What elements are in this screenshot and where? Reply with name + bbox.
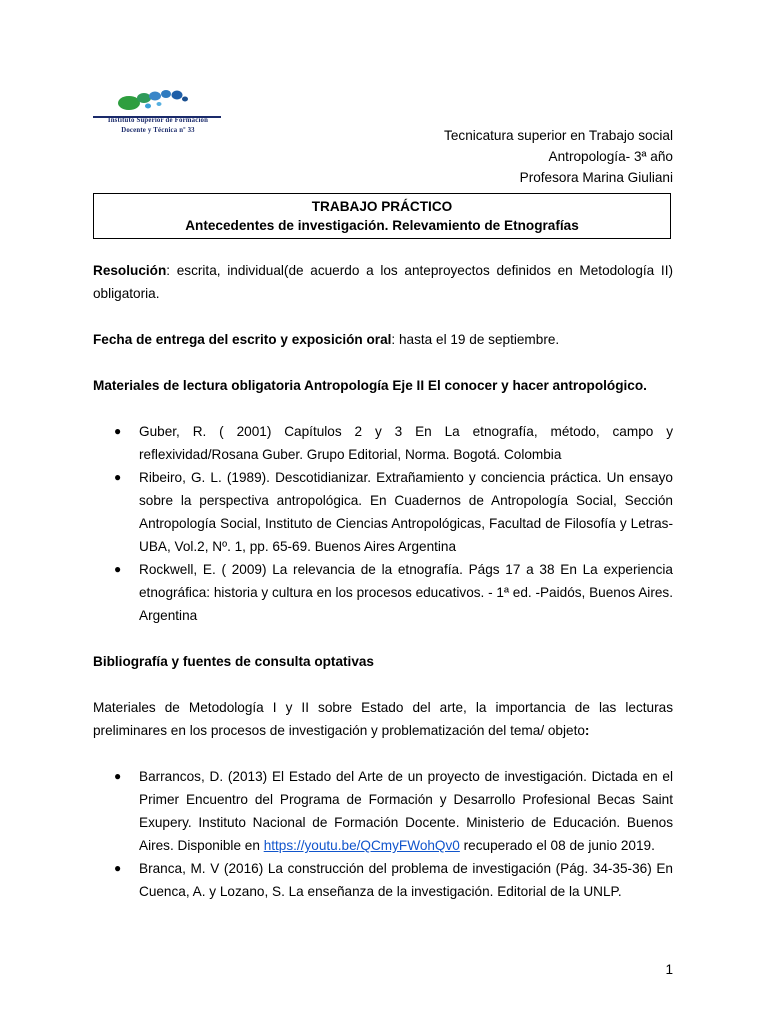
materiales-heading: Materiales de lectura obligatoria Antropología Eje II El conocer y hacer antropológico.: [93, 378, 647, 393]
bibliografia-heading: Bibliografía y fuentes de consulta optativas: [93, 654, 374, 669]
title-box: [93, 193, 671, 239]
document-title: TRABAJO PRÁCTICO: [311, 199, 453, 214]
course-header: [444, 125, 673, 188]
course-name: Tecnicatura superior en Trabajo social: [444, 128, 673, 143]
subject-year: Antropología- 3ª año: [548, 149, 673, 164]
bullet-icon: ●: [114, 769, 122, 783]
materiales-list: [93, 420, 673, 627]
teacher-name: Profesora Marina Giuliani: [519, 170, 673, 185]
bullet-icon: ●: [114, 562, 122, 576]
optativas-list: [93, 765, 673, 903]
resolucion-label: Resolución: [93, 263, 167, 278]
list-item: ● Guber, R. ( 2001) Capítulos 2 y 3 En La etnografía, método, campo y reflexividad/Rosana Guber. Grupo Editorial, Norma. Bogotá. Colombia: [93, 420, 673, 466]
fecha-paragraph: [93, 328, 673, 351]
fecha-label: Fecha de entrega del escrito y exposición oral: [93, 332, 392, 347]
logo-dots-icon: [93, 84, 223, 114]
page-number: 1: [665, 962, 673, 977]
list-item: ● Rockwell, E. ( 2009) La relevancia de la etnografía. Págs 17 a 38 En La experiencia etnográfica: historia y cultura en los procesos educativos. - 1ª ed. -Paidós, Buenos Aires. Argentina: [93, 558, 673, 627]
list-item: ● Ribeiro, G. L. (1989). Descotidianizar. Extrañamiento y conciencia práctica. Un ensayo sobre la perspectiva antropológica. En Cuadernos de Antropología Social, Sección Antropología Social, Instituto de Ciencias Antropológicas, Facultad de Filosofía y Letras-UBA, Vol.2, Nº. 1, pp. 65-69. Buenos Aires Argentina: [93, 466, 673, 558]
logo-line2: Docente y Técnica nº 33: [121, 127, 195, 134]
institute-logo: [93, 84, 223, 140]
fecha-text: : hasta el 19 de septiembre.: [391, 332, 560, 347]
resolucion-paragraph: [93, 259, 673, 305]
document-subtitle: Antecedentes de investigación. Relevamiento de Etnografías: [185, 218, 579, 233]
youtube-link[interactable]: https://youtu.be/QCmyFWohQv0: [263, 838, 460, 853]
bullet-icon: ●: [114, 861, 122, 875]
document-body: [93, 259, 673, 903]
list-item: ● Branca, M. V (2016) La construcción del problema de investigación (Pág. 34-35-36) En Cuenca, A. y Lozano, S. La enseñanza de la investigación. Editorial de la UNLP.: [93, 857, 673, 903]
resolucion-text: : escrita, individual(de acuerdo a los anteproyectos definidos en Metodología II) obligatoria.: [93, 263, 673, 301]
bullet-icon: ●: [114, 424, 122, 438]
list-item: ● Barrancos, D. (2013) El Estado del Arte de un proyecto de investigación. Dictada en el Primer Encuentro del Programa de Formación y Desarrollo Profesional Becas Saint Exupery. Instituto Nacional de Formación Docente. Ministerio de Educación. Buenos Aires. Disponible en https://youtu.be/QCmyFWohQv0 recuperado el 08 de junio 2019.: [93, 765, 673, 857]
bullet-icon: ●: [114, 470, 122, 484]
logo-divider: [93, 116, 221, 118]
logo-line1: Instituto Superior de Formación: [107, 117, 209, 124]
metodologia-paragraph: Materiales de Metodología I y II sobre Estado del arte, la importancia de las lecturas preliminares en los procesos de investigación y problematización del tema/ objeto:: [93, 700, 673, 738]
